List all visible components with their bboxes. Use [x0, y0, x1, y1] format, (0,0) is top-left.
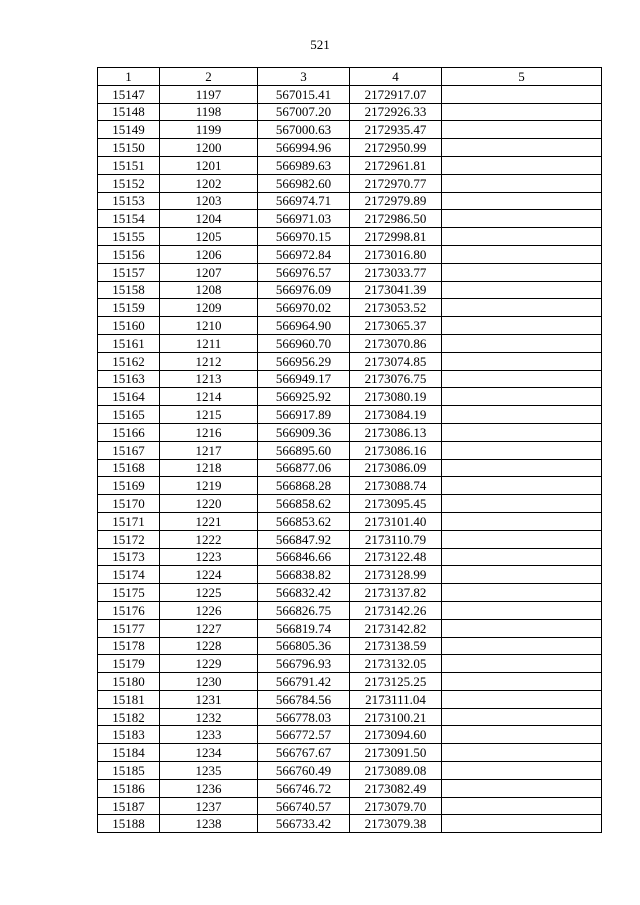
x-coordinate-cell: 566972.84 [258, 245, 350, 263]
point-number-cell: 1205 [160, 228, 258, 246]
table-row [98, 584, 602, 602]
note-cell [442, 370, 602, 388]
point-number-cell: 1225 [160, 584, 258, 602]
point-number-cell: 1218 [160, 459, 258, 477]
point-number-cell: 1209 [160, 299, 258, 317]
point-number-cell: 1227 [160, 619, 258, 637]
y-coordinate-cell: 2173082.49 [350, 779, 442, 797]
note-cell [442, 762, 602, 780]
note-cell [442, 619, 602, 637]
row-number-cell: 15158 [98, 281, 160, 299]
row-number-cell: 15147 [98, 85, 160, 103]
table-row [98, 815, 602, 833]
table-row [98, 121, 602, 139]
note-cell [442, 655, 602, 673]
row-number-cell: 15177 [98, 619, 160, 637]
x-coordinate-cell: 566847.92 [258, 530, 350, 548]
point-number-cell: 1233 [160, 726, 258, 744]
x-coordinate-cell: 566895.60 [258, 441, 350, 459]
table-row [98, 228, 602, 246]
column-header-5: 5 [442, 68, 602, 86]
x-coordinate-cell: 566868.28 [258, 477, 350, 495]
y-coordinate-cell: 2173076.75 [350, 370, 442, 388]
point-number-cell: 1201 [160, 156, 258, 174]
x-coordinate-cell: 566846.66 [258, 548, 350, 566]
table-row [98, 423, 602, 441]
y-coordinate-cell: 2173016.80 [350, 245, 442, 263]
y-coordinate-cell: 2173033.77 [350, 263, 442, 281]
table-row [98, 156, 602, 174]
table-row [98, 726, 602, 744]
note-cell [442, 299, 602, 317]
y-coordinate-cell: 2173074.85 [350, 352, 442, 370]
y-coordinate-cell: 2172961.81 [350, 156, 442, 174]
y-coordinate-cell: 2173053.52 [350, 299, 442, 317]
point-number-cell: 1216 [160, 423, 258, 441]
point-number-cell: 1210 [160, 317, 258, 335]
note-cell [442, 210, 602, 228]
point-number-cell: 1200 [160, 139, 258, 157]
y-coordinate-cell: 2172986.50 [350, 210, 442, 228]
row-number-cell: 15159 [98, 299, 160, 317]
y-coordinate-cell: 2172950.99 [350, 139, 442, 157]
note-cell [442, 423, 602, 441]
note-cell [442, 530, 602, 548]
note-cell [442, 352, 602, 370]
row-number-cell: 15167 [98, 441, 160, 459]
table-row [98, 477, 602, 495]
row-number-cell: 15188 [98, 815, 160, 833]
y-coordinate-cell: 2173079.38 [350, 815, 442, 833]
note-cell [442, 156, 602, 174]
table-row [98, 263, 602, 281]
x-coordinate-cell: 566909.36 [258, 423, 350, 441]
row-number-cell: 15155 [98, 228, 160, 246]
point-number-cell: 1207 [160, 263, 258, 281]
row-number-cell: 15169 [98, 477, 160, 495]
y-coordinate-cell: 2173094.60 [350, 726, 442, 744]
x-coordinate-cell: 566760.49 [258, 762, 350, 780]
row-number-cell: 15182 [98, 708, 160, 726]
point-number-cell: 1237 [160, 797, 258, 815]
x-coordinate-cell: 566778.03 [258, 708, 350, 726]
y-coordinate-cell: 2173070.86 [350, 334, 442, 352]
table-row [98, 139, 602, 157]
table-row [98, 655, 602, 673]
point-number-cell: 1199 [160, 121, 258, 139]
point-number-cell: 1238 [160, 815, 258, 833]
x-coordinate-cell: 566994.96 [258, 139, 350, 157]
table-row [98, 744, 602, 762]
table-header-row [98, 68, 602, 86]
column-header-1: 1 [98, 68, 160, 86]
table-row [98, 459, 602, 477]
row-number-cell: 15154 [98, 210, 160, 228]
row-number-cell: 15161 [98, 334, 160, 352]
note-cell [442, 245, 602, 263]
x-coordinate-cell: 566746.72 [258, 779, 350, 797]
note-cell [442, 673, 602, 691]
x-coordinate-cell: 566858.62 [258, 495, 350, 513]
row-number-cell: 15152 [98, 174, 160, 192]
table-row [98, 174, 602, 192]
table-row [98, 334, 602, 352]
point-number-cell: 1234 [160, 744, 258, 762]
row-number-cell: 15156 [98, 245, 160, 263]
x-coordinate-cell: 566805.36 [258, 637, 350, 655]
row-number-cell: 15170 [98, 495, 160, 513]
note-cell [442, 174, 602, 192]
point-number-cell: 1231 [160, 690, 258, 708]
point-number-cell: 1206 [160, 245, 258, 263]
x-coordinate-cell: 566819.74 [258, 619, 350, 637]
y-coordinate-cell: 2173142.82 [350, 619, 442, 637]
row-number-cell: 15166 [98, 423, 160, 441]
table-row [98, 619, 602, 637]
note-cell [442, 495, 602, 513]
row-number-cell: 15174 [98, 566, 160, 584]
x-coordinate-cell: 566949.17 [258, 370, 350, 388]
note-cell [442, 797, 602, 815]
note-cell [442, 103, 602, 121]
table-row [98, 601, 602, 619]
row-number-cell: 15180 [98, 673, 160, 691]
x-coordinate-cell: 566982.60 [258, 174, 350, 192]
note-cell [442, 566, 602, 584]
note-cell [442, 263, 602, 281]
note-cell [442, 406, 602, 424]
point-number-cell: 1235 [160, 762, 258, 780]
column-header-3: 3 [258, 68, 350, 86]
point-number-cell: 1217 [160, 441, 258, 459]
x-coordinate-cell: 567007.20 [258, 103, 350, 121]
point-number-cell: 1229 [160, 655, 258, 673]
x-coordinate-cell: 566784.56 [258, 690, 350, 708]
note-cell [442, 121, 602, 139]
table-row [98, 352, 602, 370]
row-number-cell: 15163 [98, 370, 160, 388]
x-coordinate-cell: 566956.29 [258, 352, 350, 370]
row-number-cell: 15153 [98, 192, 160, 210]
y-coordinate-cell: 2173110.79 [350, 530, 442, 548]
x-coordinate-cell: 566925.92 [258, 388, 350, 406]
note-cell [442, 441, 602, 459]
x-coordinate-cell: 566796.93 [258, 655, 350, 673]
table-row [98, 512, 602, 530]
table-row [98, 708, 602, 726]
y-coordinate-cell: 2173079.70 [350, 797, 442, 815]
table-row [98, 441, 602, 459]
note-cell [442, 477, 602, 495]
note-cell [442, 512, 602, 530]
x-coordinate-cell: 566970.15 [258, 228, 350, 246]
point-number-cell: 1232 [160, 708, 258, 726]
note-cell [442, 334, 602, 352]
y-coordinate-cell: 2173132.05 [350, 655, 442, 673]
table-row [98, 406, 602, 424]
y-coordinate-cell: 2172970.77 [350, 174, 442, 192]
y-coordinate-cell: 2173086.16 [350, 441, 442, 459]
x-coordinate-cell: 566960.70 [258, 334, 350, 352]
table-row [98, 245, 602, 263]
note-cell [442, 228, 602, 246]
table-row [98, 548, 602, 566]
x-coordinate-cell: 566964.90 [258, 317, 350, 335]
y-coordinate-cell: 2173142.26 [350, 601, 442, 619]
note-cell [442, 317, 602, 335]
coordinates-table [97, 67, 602, 833]
column-header-4: 4 [350, 68, 442, 86]
point-number-cell: 1228 [160, 637, 258, 655]
table-row [98, 281, 602, 299]
point-number-cell: 1213 [160, 370, 258, 388]
row-number-cell: 15149 [98, 121, 160, 139]
table-row [98, 299, 602, 317]
point-number-cell: 1224 [160, 566, 258, 584]
note-cell [442, 690, 602, 708]
y-coordinate-cell: 2173101.40 [350, 512, 442, 530]
point-number-cell: 1222 [160, 530, 258, 548]
x-coordinate-cell: 567015.41 [258, 85, 350, 103]
row-number-cell: 15171 [98, 512, 160, 530]
point-number-cell: 1208 [160, 281, 258, 299]
y-coordinate-cell: 2173084.19 [350, 406, 442, 424]
table-row [98, 192, 602, 210]
point-number-cell: 1219 [160, 477, 258, 495]
table-body [98, 85, 602, 832]
x-coordinate-cell: 566976.57 [258, 263, 350, 281]
page-number: 521 [310, 37, 330, 52]
point-number-cell: 1204 [160, 210, 258, 228]
table-row [98, 85, 602, 103]
x-coordinate-cell: 566853.62 [258, 512, 350, 530]
table-row [98, 530, 602, 548]
x-coordinate-cell: 566767.67 [258, 744, 350, 762]
point-number-cell: 1236 [160, 779, 258, 797]
row-number-cell: 15165 [98, 406, 160, 424]
table-row [98, 566, 602, 584]
y-coordinate-cell: 2173111.04 [350, 690, 442, 708]
note-cell [442, 139, 602, 157]
note-cell [442, 584, 602, 602]
y-coordinate-cell: 2172917.07 [350, 85, 442, 103]
row-number-cell: 15186 [98, 779, 160, 797]
x-coordinate-cell: 566970.02 [258, 299, 350, 317]
x-coordinate-cell: 567000.63 [258, 121, 350, 139]
y-coordinate-cell: 2173100.21 [350, 708, 442, 726]
note-cell [442, 726, 602, 744]
note-cell [442, 815, 602, 833]
point-number-cell: 1223 [160, 548, 258, 566]
y-coordinate-cell: 2173128.99 [350, 566, 442, 584]
x-coordinate-cell: 566826.75 [258, 601, 350, 619]
point-number-cell: 1214 [160, 388, 258, 406]
row-number-cell: 15150 [98, 139, 160, 157]
row-number-cell: 15148 [98, 103, 160, 121]
row-number-cell: 15179 [98, 655, 160, 673]
x-coordinate-cell: 566740.57 [258, 797, 350, 815]
table-row [98, 797, 602, 815]
y-coordinate-cell: 2172998.81 [350, 228, 442, 246]
x-coordinate-cell: 566772.57 [258, 726, 350, 744]
x-coordinate-cell: 566989.63 [258, 156, 350, 174]
row-number-cell: 15184 [98, 744, 160, 762]
x-coordinate-cell: 566877.06 [258, 459, 350, 477]
note-cell [442, 281, 602, 299]
row-number-cell: 15176 [98, 601, 160, 619]
x-coordinate-cell: 566971.03 [258, 210, 350, 228]
point-number-cell: 1202 [160, 174, 258, 192]
note-cell [442, 779, 602, 797]
row-number-cell: 15185 [98, 762, 160, 780]
x-coordinate-cell: 566976.09 [258, 281, 350, 299]
table-row [98, 637, 602, 655]
row-number-cell: 15172 [98, 530, 160, 548]
column-header-2: 2 [160, 68, 258, 86]
row-number-cell: 15157 [98, 263, 160, 281]
row-number-cell: 15175 [98, 584, 160, 602]
table-row [98, 673, 602, 691]
table-row [98, 495, 602, 513]
row-number-cell: 15178 [98, 637, 160, 655]
y-coordinate-cell: 2173122.48 [350, 548, 442, 566]
y-coordinate-cell: 2173138.59 [350, 637, 442, 655]
point-number-cell: 1212 [160, 352, 258, 370]
y-coordinate-cell: 2173065.37 [350, 317, 442, 335]
table-row [98, 762, 602, 780]
y-coordinate-cell: 2172979.89 [350, 192, 442, 210]
note-cell [442, 708, 602, 726]
row-number-cell: 15151 [98, 156, 160, 174]
row-number-cell: 15164 [98, 388, 160, 406]
table-row [98, 210, 602, 228]
note-cell [442, 459, 602, 477]
y-coordinate-cell: 2172926.33 [350, 103, 442, 121]
x-coordinate-cell: 566838.82 [258, 566, 350, 584]
point-number-cell: 1203 [160, 192, 258, 210]
table-row [98, 690, 602, 708]
y-coordinate-cell: 2173125.25 [350, 673, 442, 691]
x-coordinate-cell: 566791.42 [258, 673, 350, 691]
note-cell [442, 388, 602, 406]
note-cell [442, 192, 602, 210]
y-coordinate-cell: 2173041.39 [350, 281, 442, 299]
row-number-cell: 15160 [98, 317, 160, 335]
x-coordinate-cell: 566974.71 [258, 192, 350, 210]
point-number-cell: 1215 [160, 406, 258, 424]
x-coordinate-cell: 566832.42 [258, 584, 350, 602]
table-row [98, 317, 602, 335]
point-number-cell: 1220 [160, 495, 258, 513]
row-number-cell: 15181 [98, 690, 160, 708]
y-coordinate-cell: 2173091.50 [350, 744, 442, 762]
y-coordinate-cell: 2173080.19 [350, 388, 442, 406]
y-coordinate-cell: 2173089.08 [350, 762, 442, 780]
x-coordinate-cell: 566917.89 [258, 406, 350, 424]
row-number-cell: 15168 [98, 459, 160, 477]
y-coordinate-cell: 2173088.74 [350, 477, 442, 495]
point-number-cell: 1230 [160, 673, 258, 691]
y-coordinate-cell: 2172935.47 [350, 121, 442, 139]
table-row [98, 779, 602, 797]
row-number-cell: 15173 [98, 548, 160, 566]
note-cell [442, 637, 602, 655]
note-cell [442, 548, 602, 566]
row-number-cell: 15162 [98, 352, 160, 370]
y-coordinate-cell: 2173086.09 [350, 459, 442, 477]
point-number-cell: 1211 [160, 334, 258, 352]
point-number-cell: 1198 [160, 103, 258, 121]
x-coordinate-cell: 566733.42 [258, 815, 350, 833]
row-number-cell: 15187 [98, 797, 160, 815]
table-row [98, 103, 602, 121]
point-number-cell: 1197 [160, 85, 258, 103]
note-cell [442, 85, 602, 103]
note-cell [442, 744, 602, 762]
point-number-cell: 1226 [160, 601, 258, 619]
y-coordinate-cell: 2173095.45 [350, 495, 442, 513]
table-row [98, 388, 602, 406]
note-cell [442, 601, 602, 619]
point-number-cell: 1221 [160, 512, 258, 530]
row-number-cell: 15183 [98, 726, 160, 744]
table-row [98, 370, 602, 388]
y-coordinate-cell: 2173086.13 [350, 423, 442, 441]
y-coordinate-cell: 2173137.82 [350, 584, 442, 602]
